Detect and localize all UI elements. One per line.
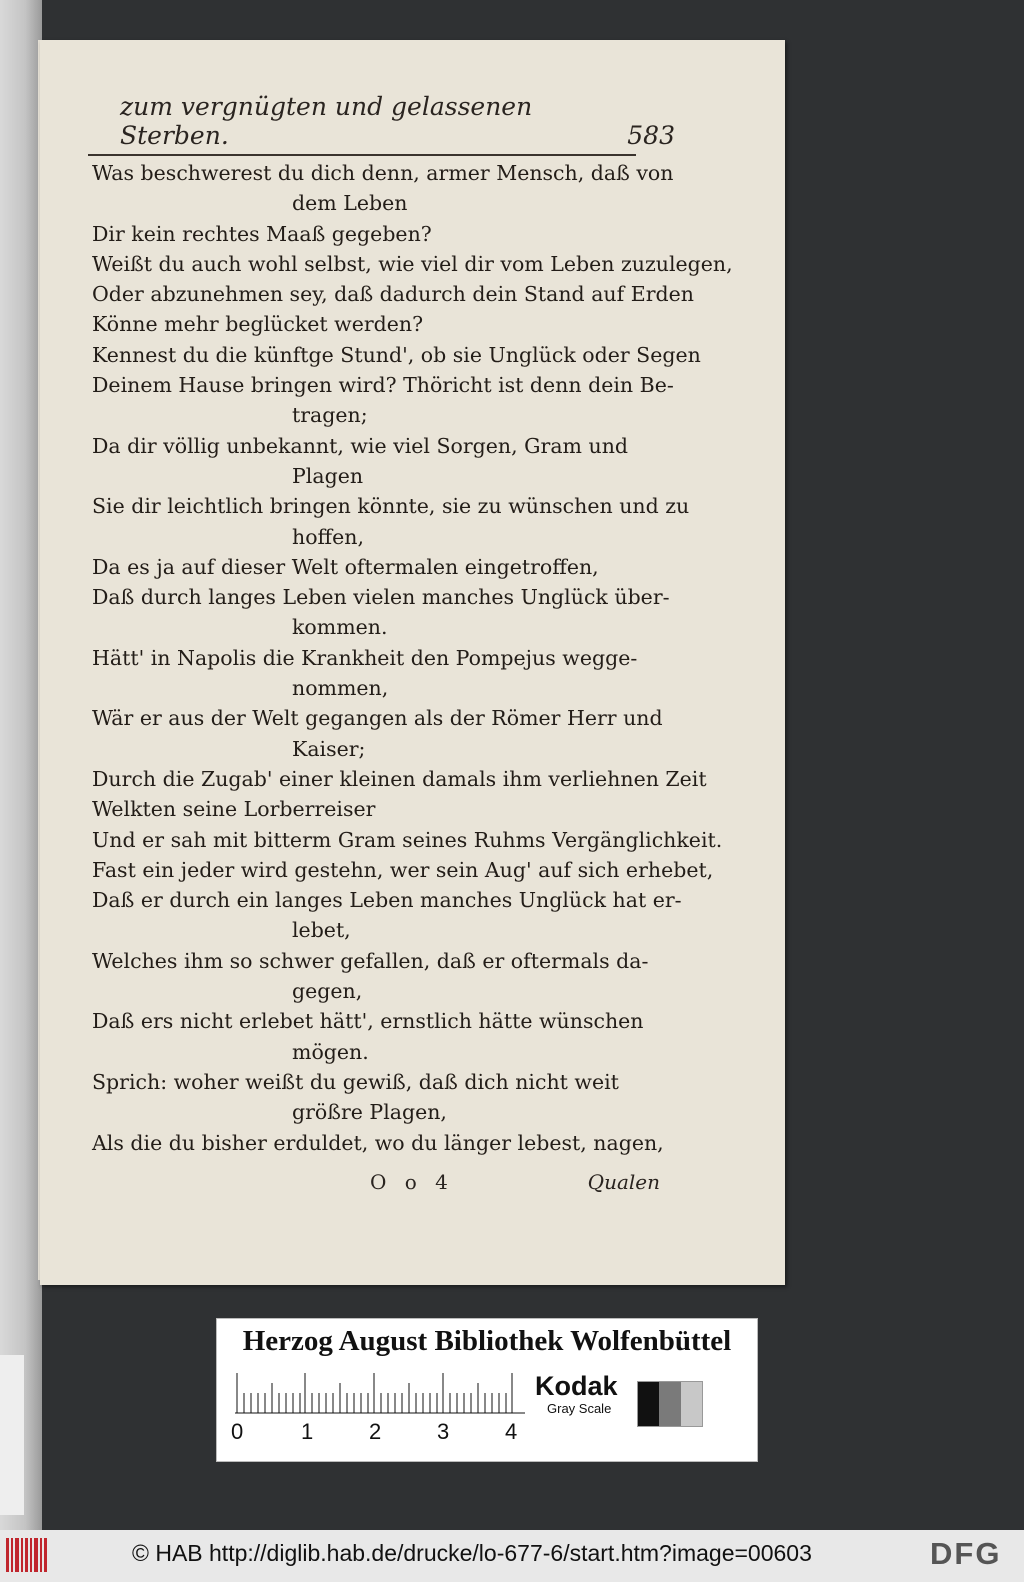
ruler-numbers [229, 1419, 529, 1447]
poem-line: Daß durch langes Leben vielen manches Unglück über- [92, 585, 670, 610]
page-header [120, 92, 675, 150]
ruler-number: 3 [437, 1419, 450, 1444]
gray-patch-light [681, 1382, 702, 1426]
page-number: 583 [627, 121, 675, 150]
poem-line: Plagen [292, 463, 364, 488]
poem-line: größre Plagen, [292, 1100, 447, 1125]
ruler-number: 1 [301, 1419, 314, 1444]
poem-line: tragen; [292, 403, 368, 428]
copyright-url: © HAB http://diglib.hab.de/drucke/lo-677-6/start.htm?image=00603 [132, 1540, 812, 1566]
poem-line: Kennest du die künftge Stund', ob sie Unglück oder Segen [92, 342, 701, 367]
barcode-icon [6, 1538, 48, 1572]
ruler-ticks [235, 1373, 531, 1415]
poem-line: Daß ers nicht erlebet hätt', ernstlich hätte wünschen [92, 1009, 644, 1034]
poem-line: Weißt du auch wohl selbst, wie viel dir vom Leben zuzulegen, [92, 251, 733, 276]
poem-line: kommen. [292, 615, 388, 640]
poem-line: Da dir völlig unbekannt, wie viel Sorgen, Gram und [92, 433, 629, 458]
adjacent-page-edge [0, 0, 42, 1530]
footer-bar [0, 1530, 1024, 1582]
gray-patch-black [638, 1382, 659, 1426]
book-page [40, 40, 785, 1285]
poem-line: Als die du bisher erduldet, wo du länger lebest, nagen, [92, 1130, 664, 1155]
gray-patch-mid [659, 1382, 680, 1426]
dfg-logo: DFG [930, 1536, 1002, 1571]
poem-line: Könne mehr beglücket werden? [92, 312, 424, 337]
poem-line: Wär er aus der Welt gegangen als der Römer Herr und [92, 706, 663, 731]
ruler-number: 4 [505, 1419, 518, 1444]
left-scale-fragment [0, 1355, 24, 1515]
poem-line: lebet, [292, 918, 351, 943]
poem-line: dem Leben [292, 191, 408, 216]
color-scale-card [216, 1318, 758, 1462]
poem-line: Daß er durch ein langes Leben manches Unglück hat er- [92, 888, 682, 913]
poem-text [92, 158, 733, 1158]
poem-line: mögen. [292, 1039, 369, 1064]
poem-line: Deinem Hause bringen wird? Thöricht ist denn dein Be- [92, 373, 674, 398]
ruler-number: 0 [231, 1419, 244, 1444]
poem-line: Sie dir leichtlich bringen könnte, sie zu wünschen und zu [92, 494, 690, 519]
poem-line: Hätt' in Napolis die Krankheit den Pompejus wegge- [92, 645, 638, 670]
gray-patches [637, 1381, 703, 1427]
poem-line: nommen, [292, 676, 389, 701]
page-footer [370, 1170, 660, 1198]
library-name: Herzog August Bibliothek Wolfenbüttel [242, 1325, 732, 1357]
poem-line: Und er sah mit bitterm Gram seines Ruhms Vergänglichkeit. [92, 827, 723, 852]
signature-mark: O o 4 [370, 1170, 454, 1194]
poem-line: Welches ihm so schwer gefallen, daß er oftermals da- [92, 948, 649, 973]
poem-line: hoffen, [292, 524, 364, 549]
poem-line: Welkten seine Lorberreiser [92, 797, 376, 822]
header-rule [88, 154, 636, 156]
poem-line: Durch die Zugab' einer kleinen damals ihm verliehnen Zeit [92, 766, 707, 791]
poem-line: Oder abzunehmen sey, daß dadurch dein Stand auf Erden [92, 282, 694, 307]
ruler-number: 2 [369, 1419, 382, 1444]
poem-line: Fast ein jeder wird gestehn, wer sein Aug' auf sich erhebet, [92, 857, 714, 882]
running-title: zum vergnügten und gelassenen Sterben. [120, 92, 533, 150]
poem-line: Was beschwerest du dich denn, armer Mensch, daß von [92, 161, 674, 185]
poem-line: gegen, [292, 979, 363, 1004]
catchword: Qualen [587, 1170, 660, 1194]
poem-line: Dir kein rechtes Maaß gegeben? [92, 221, 432, 246]
poem-line: Kaiser; [292, 736, 366, 761]
gray-scale-label: Gray Scale [547, 1401, 612, 1416]
poem-line: Da es ja auf dieser Welt oftermalen eingetroffen, [92, 554, 599, 579]
poem-line: Sprich: woher weißt du gewiß, daß dich nicht weit [92, 1069, 619, 1094]
kodak-logo: Kodak [535, 1371, 618, 1401]
